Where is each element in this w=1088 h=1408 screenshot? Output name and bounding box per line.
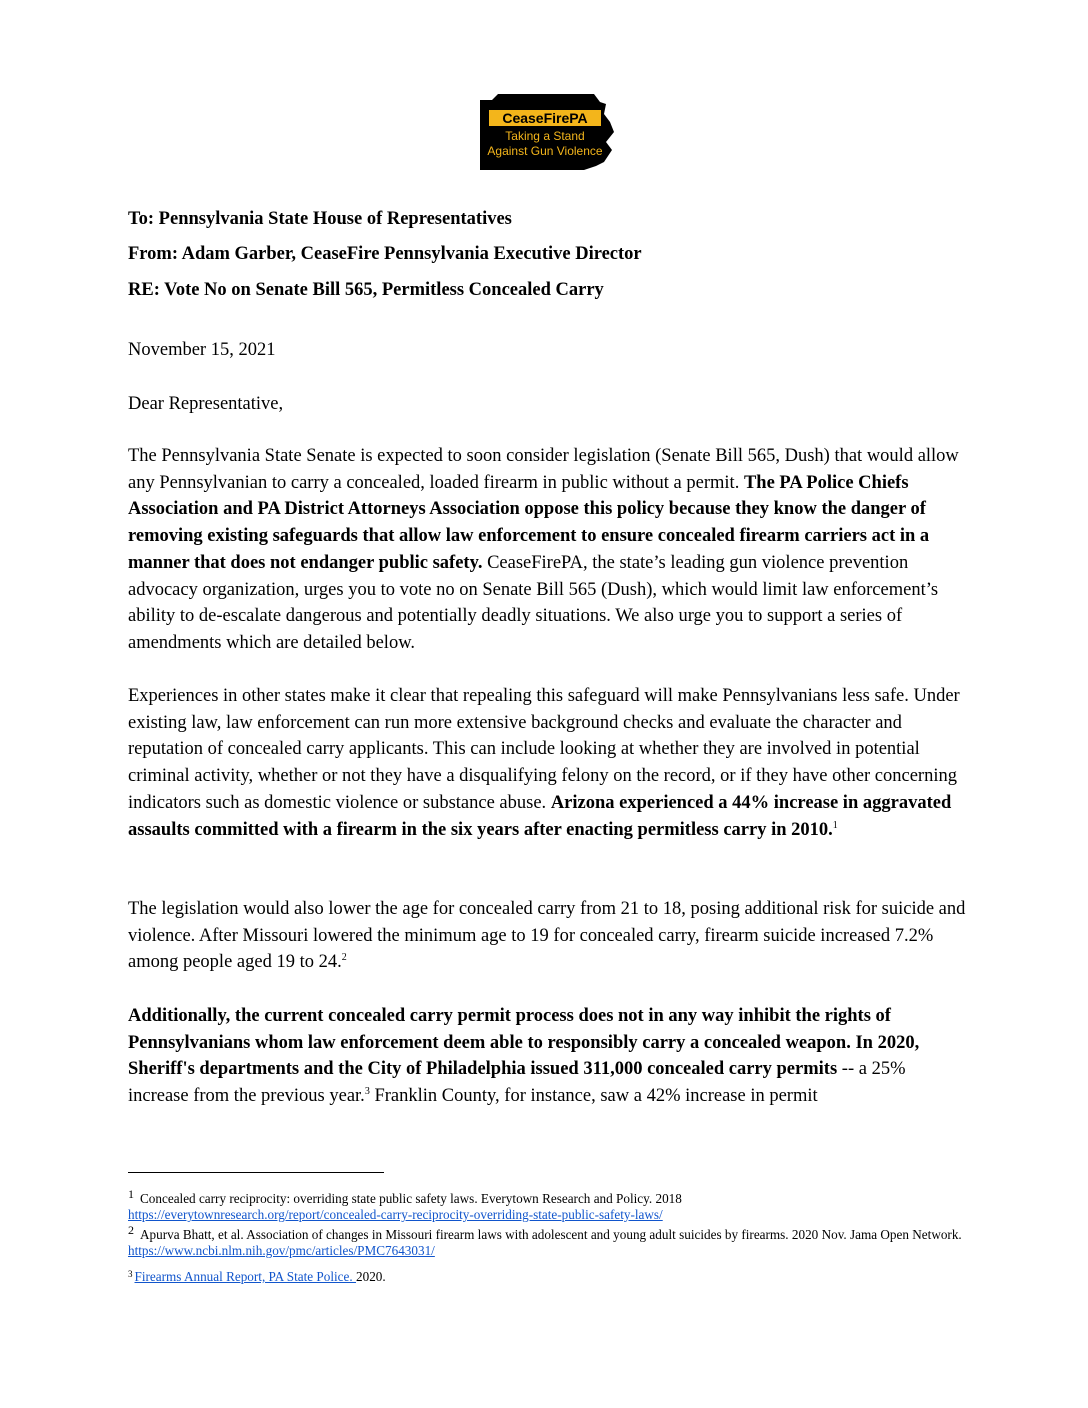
salutation: Dear Representative, — [128, 394, 284, 414]
footnote-ref-2[interactable]: 2 — [341, 952, 347, 964]
footnote-1-link[interactable]: https://everytownresearch.org/report/concealed-carry-reciprocity-overriding-state-public-safety-laws/ — [128, 1207, 663, 1222]
footnote-ref-3[interactable]: 3 — [364, 1086, 370, 1098]
memo-to: To: Pennsylvania State House of Representatives — [128, 209, 512, 229]
p3-text: The legislation would also lower the age for concealed carry from 21 to 18, posing additional risk for suicide and violence. After Missouri lowered the minimum age to 19 for concealed carry, firearm suicide increased 7.2% among people aged 19 to 24. — [128, 899, 966, 973]
logo-title: CeaseFirePA — [489, 110, 601, 126]
p1-bold: The PA Police Chiefs Association and PA District Attorneys Association oppose this policy because they know the danger of removing existing safeguards that allow law enforcement to ensure concealed firearm carriers act in a manner that does not endanger public safety. — [128, 472, 930, 573]
paragraph-2 — [128, 683, 968, 843]
p2-bold: Arizona experienced a 44% increase in aggravated assaults committed with a firearm in the six years after enacting permitless carry in 2010. — [128, 792, 952, 840]
footnote-2-text: Apurva Bhatt, et al. Association of changes in Missouri firearm laws with adolescent and young adult suicides by firearms. 2020 Nov. Jama Open Network. — [140, 1227, 962, 1242]
footnote-1 — [128, 1186, 978, 1223]
footnote-3-link[interactable]: Firearms Annual Report, PA State Police. — [134, 1269, 356, 1284]
footnote-ref-1[interactable]: 1 — [832, 819, 838, 831]
footnote-2 — [128, 1222, 978, 1259]
p1-text-a: The Pennsylvania State Senate is expected to soon consider legislation (Senate Bill 565, Dush) that would allow any Pennsylvanian to carry a concealed, loaded firearm in public without a permit. — [128, 446, 959, 493]
footnote-3 — [128, 1266, 978, 1285]
footnote-1-number: 1 — [128, 1187, 134, 1201]
footnote-1-text: Concealed carry reciprocity: overriding state public safety laws. Everytown Research and Policy. 2018 — [140, 1191, 682, 1206]
paragraph-3 — [128, 896, 968, 976]
footnote-2-link[interactable]: https://www.ncbi.nlm.nih.gov/pmc/articles/PMC7643031/ — [128, 1243, 435, 1258]
logo-tagline-2: Against Gun Violence — [487, 144, 603, 158]
logo-tagline-1: Taking a Stand — [505, 129, 585, 143]
p1-text-b: CeaseFirePA, the state’s leading gun violence prevention advocacy organization, urges you to vote no on Senate Bill 565 (Dush), which would limit law enforcement’s ability to de-escalate dangerous and potentially deadly situations. We also urge you to support a series of amendments which are detailed below. — [128, 552, 939, 653]
p4-bold: Additionally, the current concealed carry permit process does not in any way inhibit the rights of Pennsylvanians whom law enforcement deem able to responsibly carry a concealed weapon. In 2020, Sheriff's departments and the City of Philadelphia issued 311,000 concealed carry permits — [128, 1006, 920, 1080]
memo-from: From: Adam Garber, CeaseFire Pennsylvania Executive Director — [128, 244, 642, 264]
p4-text-a: -- a 25% increase from the previous year. — [128, 1059, 906, 1107]
p4-text-b: Franklin County, for instance, saw a 42% increase in permit — [369, 1086, 818, 1107]
paragraph-4 — [128, 1003, 968, 1110]
memo-re: RE: Vote No on Senate Bill 565, Permitless Concealed Carry — [128, 280, 604, 300]
paragraph-1 — [128, 443, 968, 657]
footnote-3-text: 2020. — [356, 1269, 386, 1284]
ceasefirepa-logo — [474, 92, 616, 174]
letter-date: November 15, 2021 — [128, 340, 276, 360]
p2-text: Experiences in other states make it clear that repealing this safeguard will make Pennsylvanians less safe. Under existing law, law enforcement can run more extensive background checks and evaluate the character and reputation of concealed carry applicants. This can include looking at whether they are involved in potential criminal activity, whether or not they have a disqualifying felony on the record, or if they have other concerning indicators such as domestic violence or substance abuse. — [128, 686, 960, 813]
footnote-2-number: 2 — [128, 1223, 134, 1237]
footnote-divider — [128, 1172, 384, 1173]
footnote-3-number: 3 — [128, 1269, 133, 1279]
